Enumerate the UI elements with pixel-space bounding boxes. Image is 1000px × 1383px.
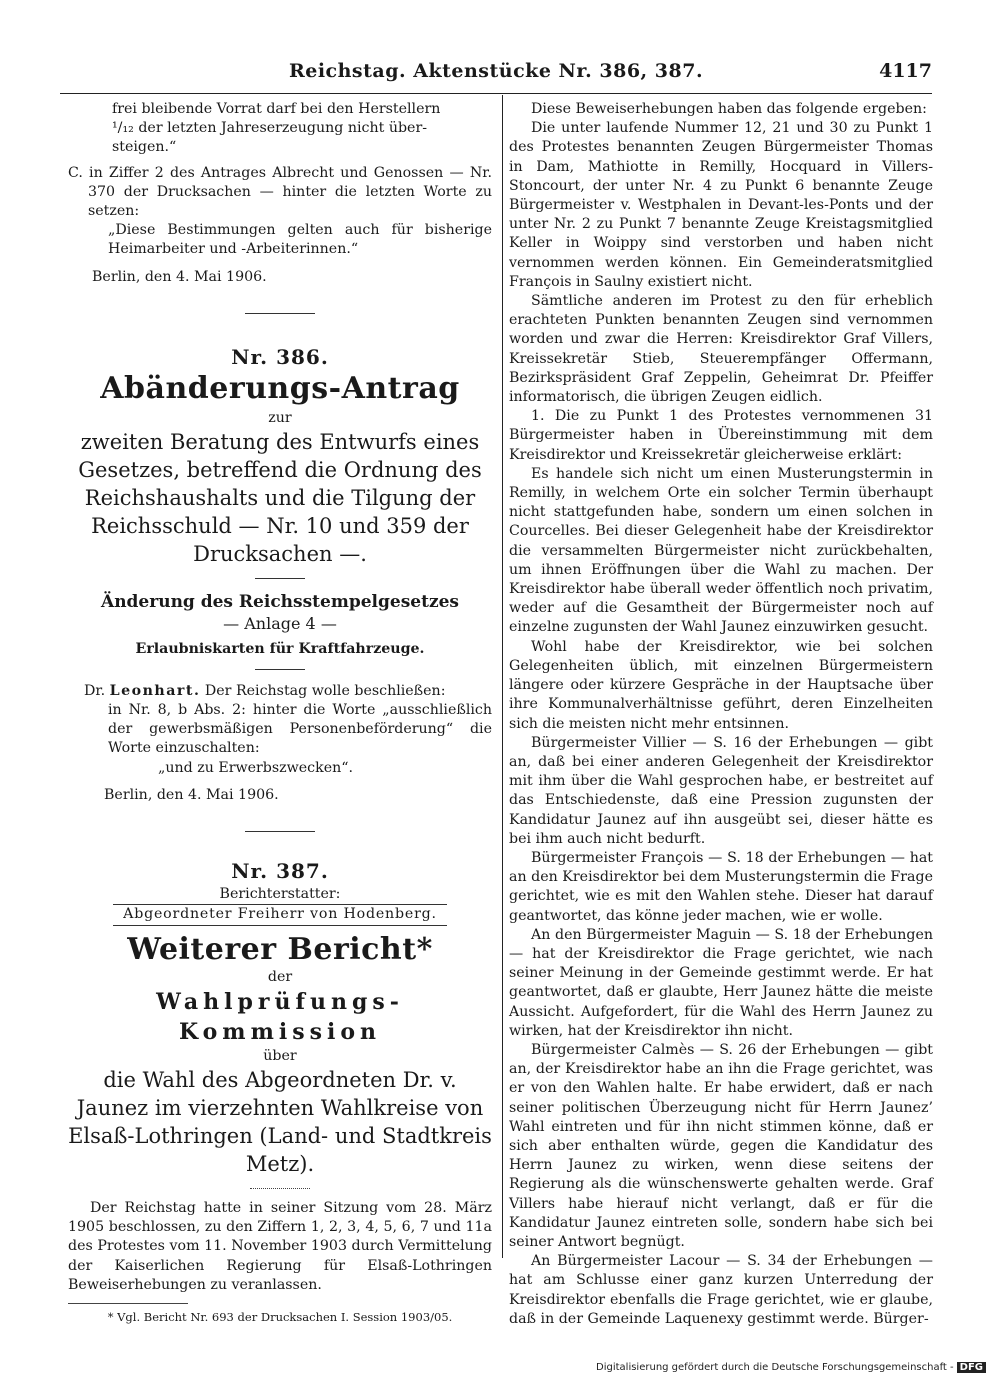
footnote: * Vgl. Bericht Nr. 693 der Drucksachen I. Session 1903/05. bbox=[107, 1310, 453, 1325]
reporter-name-line bbox=[68, 904, 492, 925]
amendment-quote: „Diese Bestimmungen gelten auch für bisherige Heimarbeiter und -Arbeiterinnen.“ bbox=[108, 222, 492, 258]
section-rule bbox=[255, 578, 305, 579]
date-line: Berlin, den 4. Mai 1906. bbox=[104, 786, 279, 803]
credit-text: Digitalisierung gefördert durch die Deutsche Forschungsgemeinschaft - bbox=[596, 1362, 954, 1373]
body-paragraph: 1. Die zu Punkt 1 des Protestes vernommenen 31 Bürgermeister haben in Übereinstimmung mit dem Kreisdirektor und Kreissekretär gleicherweise erklärt: bbox=[509, 408, 933, 463]
section-rule bbox=[245, 313, 315, 314]
left-column bbox=[68, 100, 492, 1325]
reporter-label: Berichterstatter: bbox=[219, 886, 341, 903]
body-paragraph: Sämtliche anderen im Protest zu den für erheblich erachteten Punkten benannten Zeugen sind vernommen worden und zwar die Herren: Kreisdirektor Graf Villers, Kreissekretär Stieb, Steuerempfänger Offermann, Bezirkspräsident Graf Zeppelin, Geheimrat Dr. Pfeiffer informatorisch, die übrigen Zeugen eidlich. bbox=[509, 293, 933, 406]
body-paragraph: Die unter laufende Nummer 12, 21 und 30 zu Punkt 1 des Protestes benannten Zeugen Bürgermeister Thomas in Dam, Mathiotte in Remilly, Hocquard in Villers-Stoncourt, der unter Nr. 4 zu Punkt 6 benannte Zeuge Bürgermeister v. Westphalen in Devant-les-Ponts und der unter Nr. 2 zu Punkt 7 benannte Zeuge Kreistagsmitglied Keller in Woippy sind verstorben und haben nicht vernommen werden können. Ein Gemeinderatsmitglied François in Saulny existiert nicht. bbox=[509, 120, 933, 290]
motion-resolution: Der Reichstag wolle beschließen: bbox=[204, 682, 446, 699]
body-paragraph: Es handele sich nicht um einen Musterungstermin in Remilly, in welchem Orte ein solcher Termin überhaupt nicht stattgefunden habe, sondern um einen solchen in Courcelles. Bei dieser Gelegenheit habe der Kreisdirektor die versammelten Bürgermeister nicht zurückbehalten, um ihnen Eröffnungen über die Wahl zu machen. Der Kreisdirektor habe überall weder öffentlich noch privatim, weder auf die Gesamtheit der Bürgermeister noch auf einzelne zugunsten der Wahl Jaunez einzuwirken gesucht. bbox=[509, 465, 933, 636]
motion-intro bbox=[68, 682, 492, 701]
document-number-387: Nr. 387. bbox=[231, 859, 329, 884]
page-header bbox=[60, 60, 932, 86]
footnote-rule bbox=[68, 1303, 188, 1304]
continuation-line: frei bleibende Vorrat darf bei den Herstellern bbox=[112, 101, 441, 117]
reporter-name: Abgeordneter Freiherr von Hodenberg. bbox=[113, 904, 447, 925]
document-title-387: Weiterer Bericht* bbox=[127, 931, 433, 967]
body-paragraph: An Bürgermeister Lacour — S. 34 der Erhebungen — hat am Schlusse einer ganz kurzen Unterredung der Kreisdirektor ebenfalls die Frage gerichtet, wie er glaube, daß in der Gemeinde Laquenexy gestimmt werde. Bürger- bbox=[509, 1253, 933, 1327]
body-paragraph: An den Bürgermeister Maguin — S. 18 der Erhebungen — hat der Kreisdirektor die Frage gerichtet, wie nach seiner Meinung in der Gemeinde gestimmt werde. Er hat geantwortet, daß er glaubte, Herr Jaunez hätte die meiste Aussicht. Aufgefordert, für die Wahl des Herrn Jaunez zu wirken, hat der Kreisdirektor ihn nicht. bbox=[509, 926, 933, 1039]
annex-label: — Anlage 4 — bbox=[223, 614, 337, 634]
column-divider bbox=[502, 95, 503, 1258]
continuation-line: ¹/₁₂ der letzten Jahreserzeugung nicht über- bbox=[112, 120, 428, 137]
header-rule bbox=[60, 93, 932, 94]
connector-text: über bbox=[263, 1047, 297, 1064]
subsection-heading: Erlaubniskarten für Kraftfahrzeuge. bbox=[135, 640, 425, 657]
motion-text: in Nr. 8, b Abs. 2: hinter die Worte „ausschließlich der gewerbsmäßigen Personenbeförderung“ die Worte einzuschalten: bbox=[108, 702, 492, 757]
running-title: Reichstag. Aktenstücke Nr. 386, 387. bbox=[288, 60, 704, 82]
document-number-386: Nr. 386. bbox=[231, 344, 329, 369]
connector-text: zur bbox=[268, 410, 292, 427]
intro-paragraph: Der Reichstag hatte in seiner Sitzung vom 28. März 1905 beschlossen, zu den Ziffern 1, 2, 3, 4, 5, 6, 7 und 11a des Protestes vom 11. November 1903 durch Vermittelung der Kaiserlichen Regierung für Elsaß-Lothringen Beweiserhebungen zu veranlassen. bbox=[68, 1200, 492, 1293]
document-subtitle-386: zweiten Beratung des Entwurfs eines Gesetzes, betreffend die Ordnung des Reichshaushalts und die Tilgung der Reichsschuld — Nr. 10 und 359 der Drucksachen —. bbox=[78, 430, 482, 567]
connector-text: der bbox=[267, 968, 293, 985]
body-paragraph: Wohl habe der Kreisdirektor, wie bei solchen Gelegenheiten üblich, mit einzelnen Bürgermeistern längere oder kürzere Gespräche in der Hauptsache über ihre Kommunalverhältnisse geführt, deren Einzelheiten sich die meisten nicht mehr entsinnen. bbox=[509, 638, 933, 732]
dfg-logo: DFG bbox=[957, 1362, 986, 1373]
commission-title: Wahlprüfungs-Kommission bbox=[156, 988, 404, 1045]
date-line: Berlin, den 4. Mai 1906. bbox=[92, 268, 267, 285]
body-paragraph: Diese Beweiserhebungen haben das folgende ergeben: bbox=[531, 101, 927, 117]
digitization-credit bbox=[596, 1362, 986, 1373]
section-heading: Änderung des Reichsstempelgesetzes bbox=[101, 592, 459, 613]
body-paragraph: Bürgermeister Calmès — S. 26 der Erhebungen — gibt an, der Kreisdirektor habe an ihn die Frage gerichtet, was er von den Wahlen halte. Er habe erwidert, daß er nach seiner politischen Überzeugung nicht für Herrn Jaunez’ Wahl eintreten und für ihn nicht stimmen könne, daß er sich aber enthalten würde, gegen die Kandidatur des Herrn Jaunez zu wirken, wenn diese seitens der Regierung als die wünschenswerte gehalten werde. Graf Villers habe hierauf nicht verlangt, daß er für die Kandidatur Jaunez eintreten solle, sondern habe sich bei seiner Antwort begnügt. bbox=[509, 1041, 933, 1250]
page-number: 4117 bbox=[879, 60, 932, 82]
continuation-line: steigen.“ bbox=[112, 139, 177, 156]
body-paragraph: Bürgermeister Villier — S. 16 der Erhebungen — gibt an, daß bei einer anderen Gelegenheit der Kreisdirektor mit ihm über die Wahl gesprochen habe, er bestreitet auf das Entschiedenste, daß eine Pression zugunsten der Kandidatur Jaunez auf ihn ausgeübt sei, dieser hätte es bei ihm auch nicht bedurft. bbox=[509, 734, 933, 847]
member-name: Leonhart. bbox=[109, 682, 201, 699]
document-subtitle-387: die Wahl des Abgeordneten Dr. v. Jaunez im vierzehnten Wahlkreise von Elsaß-Lothringen (Land- und Stadtkreis Metz). bbox=[68, 1068, 492, 1177]
document-title-386: Abänderungs-Antrag bbox=[100, 371, 460, 407]
amendment-item-c: C. in Ziffer 2 des Antrages Albrecht und Genossen — Nr. 370 der Drucksachen — hinter die letzten Worte zu setzen: bbox=[68, 164, 492, 220]
section-rule bbox=[250, 1188, 310, 1189]
section-rule bbox=[255, 669, 305, 670]
title-prefix: Dr. bbox=[84, 682, 106, 699]
motion-quote: „und zu Erwerbszwecken“. bbox=[158, 759, 354, 776]
section-rule bbox=[245, 831, 315, 832]
body-paragraph: Bürgermeister François — S. 18 der Erhebungen — hat an den Kreisdirektor bei dem Musterungstermin die Frage gerichtet, wie es mit den Wahlen stehe. Dieser hat darauf geantwortet, das könne jeder machen, wie er wolle. bbox=[509, 849, 933, 924]
right-column bbox=[509, 100, 933, 1329]
